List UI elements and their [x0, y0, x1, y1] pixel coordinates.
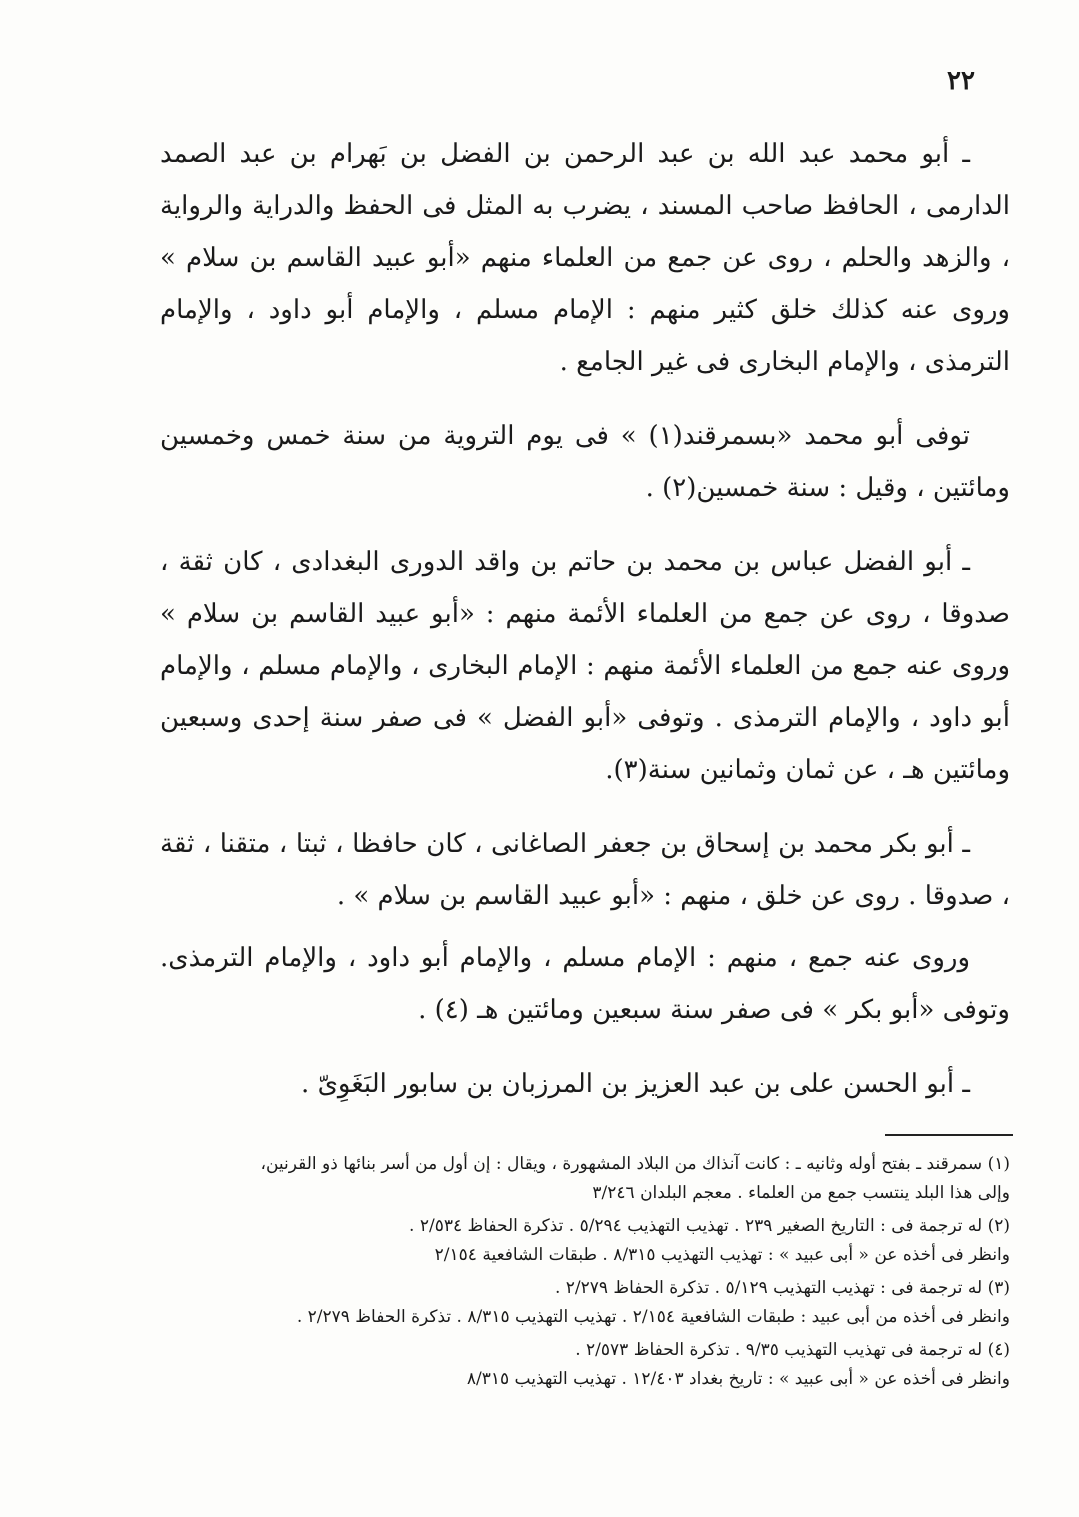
footnote-line: (٣) له ترجمة فى : تهذيب التهذيب ٥/١٢٩ . تذكرة الحفاظ ٢/٢٧٩ .: [554, 1278, 1010, 1298]
footnote-line: (٤) له ترجمة فى تهذيب التهذيب ٩/٣٥ . تذكرة الحفاظ ٢/٥٧٣ .: [575, 1340, 1010, 1360]
footnotes: [160, 1150, 1010, 1398]
footnote-divider: [885, 1134, 1013, 1136]
main-text: [160, 128, 1010, 1132]
biography-entry-saghani: ـ أبو بكر محمد بن إسحاق بن جعفر الصاغانى ، كان حافظا ، ثبتا ، متقنا ، ثقة ، صدوقا . روى عن خلق ، منهم : «أبو عبيد القاسم بن سلام » .: [160, 829, 1010, 911]
footnote-1: [160, 1150, 1010, 1208]
footnote-line: (٢) له ترجمة فى : التاريخ الصغير ٢٣٩ . تهذيب التهذيب ٥/٢٩٤ . تذكرة الحفاظ ٢/٥٣٤ .: [409, 1216, 1010, 1236]
footnote-line: (١) سمرقند ـ بفتح أوله وثانيه ـ : كانت آنذاك من البلاد المشهورة ، ويقال : إن أول من أسر بنائها ذو القرنين،: [260, 1154, 1010, 1174]
footnote-line: وانظر فى أخذه من أبى عبيد : طبقات الشافعية ٢/١٥٤ . تهذيب التهذيب ٨/٣١٥ . تذكرة الحفاظ ٢/٢٧٩ .: [296, 1307, 1010, 1327]
death-note-saghani: وروى عنه جمع ، منهم : الإمام مسلم ، والإمام أبو داود ، والإمام الترمذى. وتوفى «أبو بكر » فى صفر سنة سبعين ومائتين هـ (٤) .: [160, 943, 1010, 1025]
footnote-line: وانظر فى أخذه عن « أبى عبيد » : تاريخ بغداد ١٢/٤٠٣ . تهذيب التهذيب ٨/٣١٥: [466, 1369, 1010, 1389]
footnote-3: [160, 1274, 1010, 1332]
footnote-2: [160, 1212, 1010, 1270]
footnote-line: وانظر فى أخذه عن « أبى عبيد » : تهذيب التهذيب ٨/٣١٥ . طبقات الشافعية ٢/١٥٤: [434, 1245, 1010, 1265]
biography-entry-darimi: ـ أبو محمد عبد الله بن عبد الرحمن بن الفضل بن بَهرام بن عبد الصمد الدارمى ، الحافظ صاحب المسند ، يضرب به المثل فى الحفظ والدراية والرواية ، والزهد والحلم ، روى عن جمع من العلماء منهم «أبو عبيد القاسم بن سلام » وروى عنه كذلك خلق كثير منهم : الإمام مسلم ، والإمام أبو داود ، والإمام الترمذى ، والإمام البخارى فى غير الجامع .: [160, 139, 1010, 377]
death-note-darimi: توفى أبو محمد «بسمرقند(١) » فى يوم التروية من سنة خمس وخمسين ومائتين ، وقيل : سنة خمسين(٢) .: [160, 421, 1010, 503]
page-number: ٢٢: [947, 66, 975, 96]
footnote-4: [160, 1336, 1010, 1394]
footnote-line: وإلى هذا البلد ينتسب جمع من العلماء . معجم البلدان ٣/٢٤٦: [592, 1183, 1010, 1203]
biography-entry-baghawi: ـ أبو الحسن على بن عبد العزيز بن المرزبان بن سابور البَغَوِىّ .: [301, 1069, 970, 1099]
biography-entry-duri: ـ أبو الفضل عباس بن محمد بن حاتم بن واقد الدورى البغدادى ، كان ثقة ، صدوقا ، روى عن جمع من العلماء الأئمة منهم : «أبو عبيد القاسم بن سلام » وروى عنه جمع من العلماء الأئمة منهم : الإمام البخارى ، والإمام مسلم ، والإمام أبو داود ، والإمام الترمذى . وتوفى «أبو الفضل » فى صفر سنة إحدى وسبعين ومائتين هـ ، عن ثمان وثمانين سنة(٣).: [160, 547, 1010, 785]
